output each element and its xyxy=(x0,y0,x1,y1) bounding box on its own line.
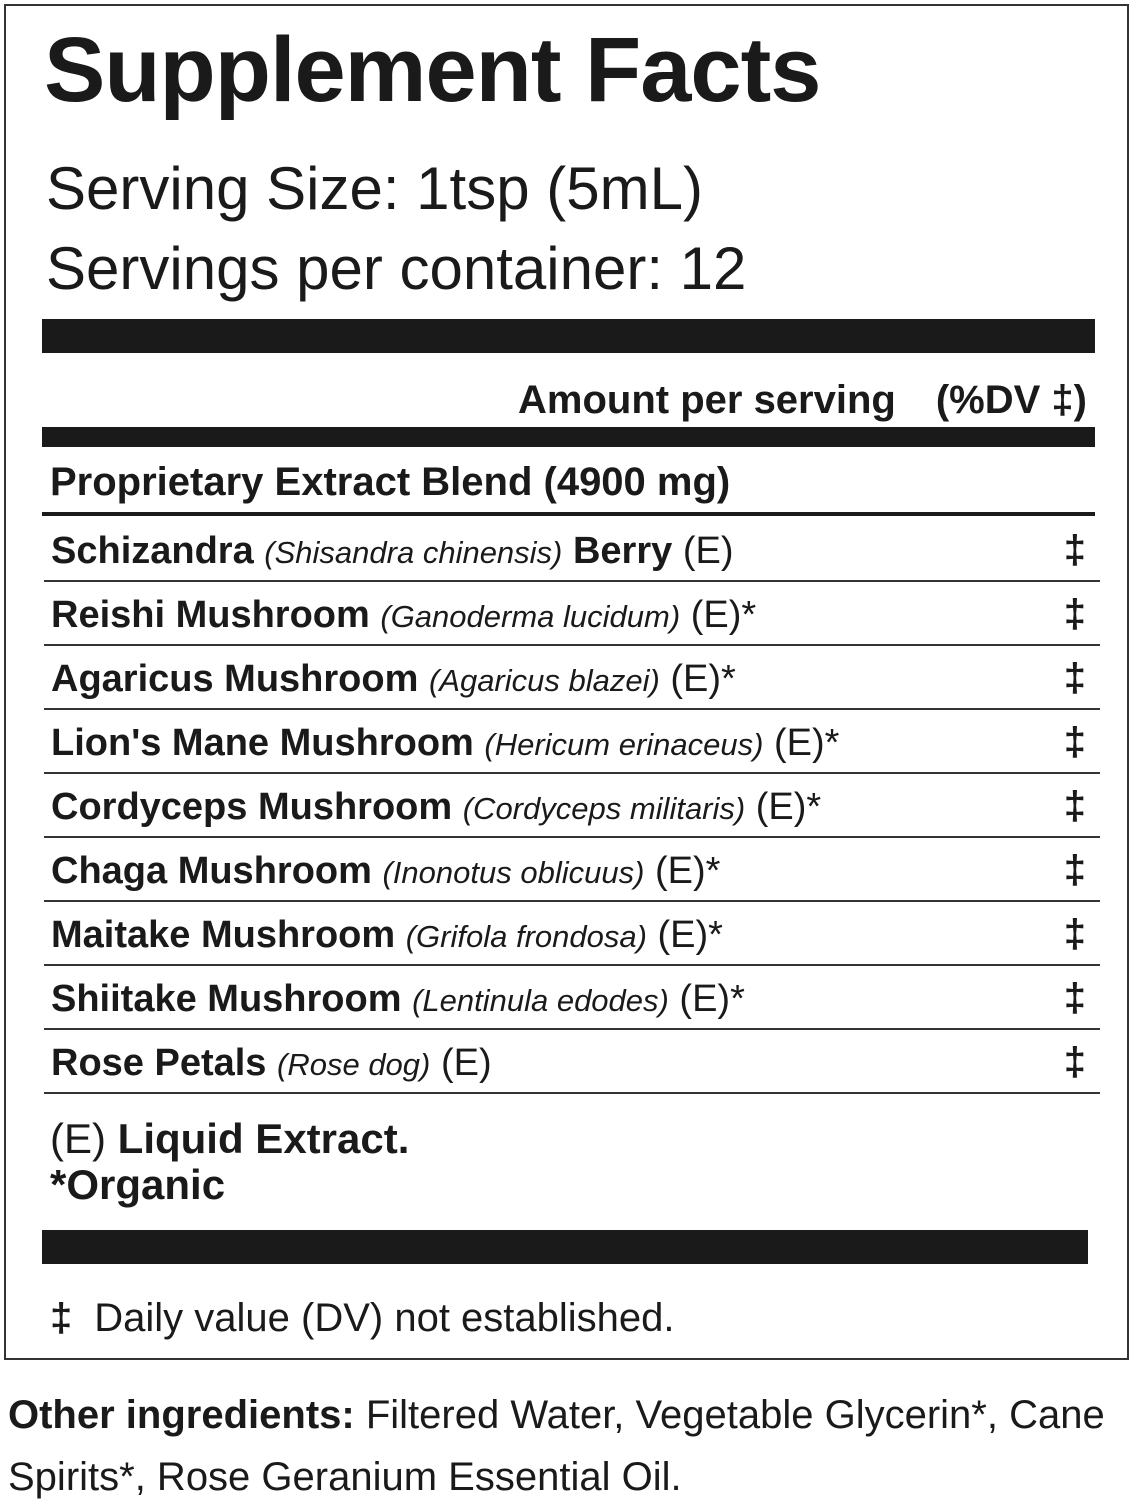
ingredient-row xyxy=(44,518,1100,582)
ingredient-row xyxy=(44,774,1100,838)
ingredient-row xyxy=(44,1030,1100,1094)
other-ingredients-label: Other ingredients: xyxy=(8,1393,355,1437)
ingredient-dv: ‡ xyxy=(1063,656,1086,700)
ingredient-suffix: (E)* xyxy=(755,786,822,828)
ingredient-name: Shiitake Mushroom xyxy=(51,978,402,1020)
ingredient-dv: ‡ xyxy=(1063,784,1086,828)
ingredient-row xyxy=(44,902,1100,966)
dv-footnote xyxy=(50,1296,675,1341)
ingredient-row xyxy=(44,710,1100,774)
ingredient-dv: ‡ xyxy=(1063,976,1086,1020)
ingredient-latin-name: (Grifola frondosa) xyxy=(405,919,647,954)
servings-per-container: Servings per container: 12 xyxy=(46,235,747,302)
ingredient-latin-name: (Inonotus oblicuus) xyxy=(382,855,645,890)
thick-divider-top xyxy=(42,319,1095,353)
ingredient-suffix: (E) xyxy=(440,1042,492,1084)
ingredient-name: Rose Petals xyxy=(51,1042,267,1084)
ingredient-dv: ‡ xyxy=(1063,912,1086,956)
panel-title: Supplement Facts xyxy=(44,19,821,121)
organic-note: *Organic xyxy=(50,1161,226,1208)
ingredient-dv: ‡ xyxy=(1063,848,1086,892)
ingredient-dv: ‡ xyxy=(1063,592,1086,636)
ingredient-text xyxy=(51,658,736,701)
ingredient-name: Agaricus Mushroom xyxy=(51,658,419,700)
ingredient-row xyxy=(44,582,1100,646)
ingredient-dv: ‡ xyxy=(1063,720,1086,764)
liquid-extract-note xyxy=(50,1116,409,1162)
ingredient-suffix: (E)* xyxy=(657,914,723,956)
ingredient-name: Cordyceps Mushroom xyxy=(51,786,453,828)
ingredient-extra: Berry xyxy=(572,530,673,572)
ingredient-name: Chaga Mushroom xyxy=(51,850,372,892)
ingredient-text xyxy=(51,1042,492,1085)
ingredient-suffix: (E)* xyxy=(670,658,736,700)
ingredient-list xyxy=(44,518,1100,1094)
ingredient-text xyxy=(51,594,756,637)
ingredient-name: Reishi Mushroom xyxy=(51,594,370,636)
other-ingredients xyxy=(8,1384,1128,1508)
supplement-facts-panel xyxy=(4,4,1129,1360)
ingredient-text xyxy=(51,530,733,573)
notes xyxy=(50,1116,409,1208)
dagger-symbol: ‡ xyxy=(50,1296,73,1340)
ingredient-latin-name: (Lentinula edodes) xyxy=(412,983,669,1018)
ingredient-row xyxy=(44,966,1100,1030)
amount-header xyxy=(518,378,1087,423)
ingredient-text xyxy=(51,850,720,893)
ingredient-dv: ‡ xyxy=(1063,1040,1086,1084)
ingredient-suffix: (E)* xyxy=(654,850,721,892)
medium-divider xyxy=(42,427,1095,447)
ingredient-row xyxy=(44,838,1100,902)
ingredient-latin-name: (Shisandra chinensis) xyxy=(264,535,563,570)
liquid-extract-text: Liquid Extract. xyxy=(117,1115,410,1162)
ingredient-row xyxy=(44,646,1100,710)
ingredient-latin-name: (Agaricus blazei) xyxy=(428,663,660,698)
ingredient-text xyxy=(51,786,821,829)
ingredient-name: Schizandra xyxy=(51,530,254,572)
ingredient-text xyxy=(51,914,723,957)
amount-per-serving-label: Amount per serving xyxy=(518,378,896,422)
dv-footnote-text: Daily value (DV) not established. xyxy=(94,1296,675,1340)
ingredient-latin-name: (Hericum erinaceus) xyxy=(484,727,764,762)
ingredient-name: Lion's Mane Mushroom xyxy=(51,722,474,764)
blend-divider xyxy=(42,512,1095,516)
proprietary-blend: Proprietary Extract Blend (4900 mg) xyxy=(50,460,731,504)
ingredient-suffix: (E)* xyxy=(679,978,745,1020)
ingredient-dv: ‡ xyxy=(1063,528,1086,572)
other-ingredients-text: Filtered Water, Vegetable Glycerin*, Cane Spirits*, Rose Geranium Essential Oil. xyxy=(8,1393,1105,1499)
liquid-extract-prefix: (E) xyxy=(50,1115,106,1162)
ingredient-latin-name: (Cordyceps militaris) xyxy=(462,791,746,826)
thick-divider-bottom xyxy=(42,1230,1088,1264)
ingredient-suffix: (E)* xyxy=(690,594,757,636)
dv-label: (%DV ‡) xyxy=(935,378,1087,422)
ingredient-name: Maitake Mushroom xyxy=(51,914,396,956)
ingredient-latin-name: (Rose dog) xyxy=(277,1047,431,1082)
ingredient-suffix: (E) xyxy=(682,530,734,572)
ingredient-latin-name: (Ganoderma lucidum) xyxy=(380,599,681,634)
ingredient-text xyxy=(51,722,839,765)
ingredient-suffix: (E)* xyxy=(774,722,840,764)
serving-size: Serving Size: 1tsp (5mL) xyxy=(46,155,703,222)
ingredient-text xyxy=(51,978,745,1021)
